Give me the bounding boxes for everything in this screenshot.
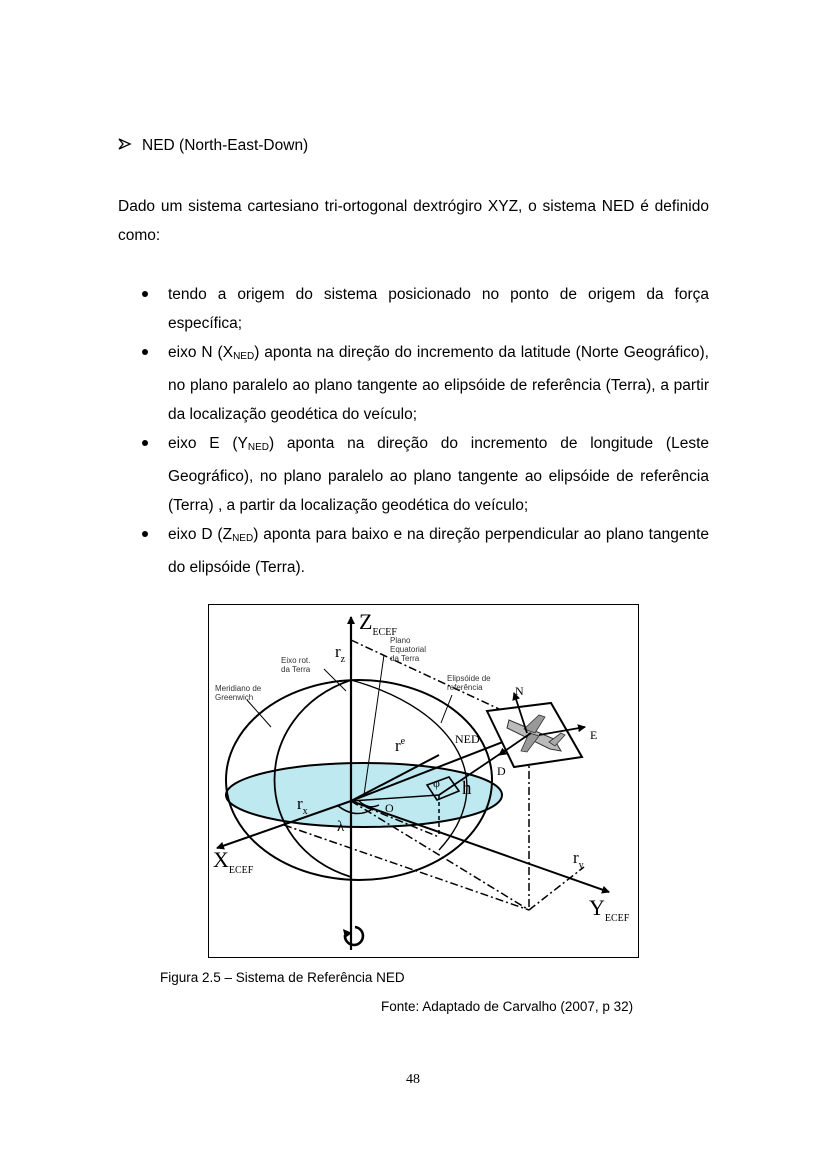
list-item (140, 429, 709, 520)
svg-text:Elipsóide de: Elipsóide de (447, 674, 491, 683)
rx-label: $r_x$ (297, 794, 308, 817)
ry-label: $r_y$ (573, 848, 584, 871)
list-item-text: eixo D (Z (168, 526, 233, 543)
x-axis-label: $X_{ECEF}$ (213, 847, 254, 876)
list-item (140, 338, 709, 429)
rz-label: $r_z$ (335, 642, 346, 665)
intro-text-before: Dado um sistema cartesiano tri-ortogonal dextrógiro (118, 198, 488, 215)
h-label: h (462, 778, 472, 799)
ned-diagram (209, 605, 639, 958)
svg-text:referência: referência (447, 683, 483, 692)
bullet-dot-icon (142, 291, 148, 297)
list-item-text: eixo E (Y (168, 435, 248, 452)
subscript: NED (247, 442, 269, 453)
list-item-text: ) aponta para baixo e na direção perpendicular ao plano tangente do elipsóide (Terra). (168, 526, 709, 576)
ellipsoid-callout (447, 674, 491, 692)
svg-text:da Terra: da Terra (390, 654, 420, 663)
phi-label: φ (433, 776, 440, 790)
intro-text-after: , o sistema NED é definido como: (118, 198, 709, 244)
ned-label: NED (455, 732, 480, 746)
z-axis-label: $Z_{ECEF}$ (359, 609, 397, 638)
subscript: NED (233, 351, 255, 362)
list-item (140, 280, 709, 338)
section-heading-text: NED (North-East-Down) (142, 137, 309, 154)
definition-list (140, 280, 709, 582)
figure-source: Fonte: Adaptado de Carvalho (2007, p 32) (381, 999, 634, 1014)
greenwich-callout (215, 684, 262, 702)
svg-text:da Terra: da Terra (281, 665, 311, 674)
list-item-text: ) aponta na direção do incremento de longitude (Leste Geográfico), no plano paralelo ao plano tangente ao elipsóide de referência (Terra) , a partir da localização geodética do veículo; (168, 435, 710, 514)
bullet-dot-icon (142, 531, 148, 537)
list-item-text: ) aponta na direção do incremento da latitude (Norte Geográfico), no plano paralelo ao plano tangente ao elipsóide de referência (Terra), a partir da localização geodética do veículo; (168, 344, 709, 423)
svg-text:Plano: Plano (390, 636, 411, 645)
list-item-text: eixo N (X (168, 344, 234, 361)
svg-text:Greenwich: Greenwich (215, 693, 254, 702)
list-item-text: tendo a origem do sistema posicionado no ponto de origem da força específica; (168, 286, 709, 332)
east-label: E (590, 728, 598, 742)
origin-label: O (385, 801, 394, 815)
rotation-icon (343, 927, 363, 945)
intro-text-emphasis: XYZ (487, 198, 519, 215)
list-item (140, 520, 709, 582)
subscript: NED (232, 533, 254, 544)
figure-caption: Figura 2.5 – Sistema de Referência NED (160, 970, 405, 985)
svg-text:Equatorial: Equatorial (390, 645, 427, 654)
bullet-dot-icon (142, 349, 148, 355)
north-label: N (515, 684, 524, 698)
bullet-dot-icon (142, 440, 148, 446)
page-number: 48 (406, 1072, 420, 1087)
section-heading (118, 137, 308, 155)
svg-text:Meridiano de: Meridiano de (215, 684, 262, 693)
lambda-label: λ (337, 819, 345, 835)
intro-paragraph (118, 192, 709, 250)
svg-text:Eixo rot.: Eixo rot. (281, 656, 311, 665)
y-axis-label: $Y_{ECEF}$ (589, 895, 630, 924)
arrow-bullet-icon (118, 137, 132, 155)
equatorial-plane-callout (390, 636, 426, 663)
rotation-axis-callout (281, 656, 311, 674)
re-label: $r^e$ (395, 736, 406, 755)
down-label: D (497, 764, 506, 778)
ned-reference-figure (208, 604, 639, 958)
